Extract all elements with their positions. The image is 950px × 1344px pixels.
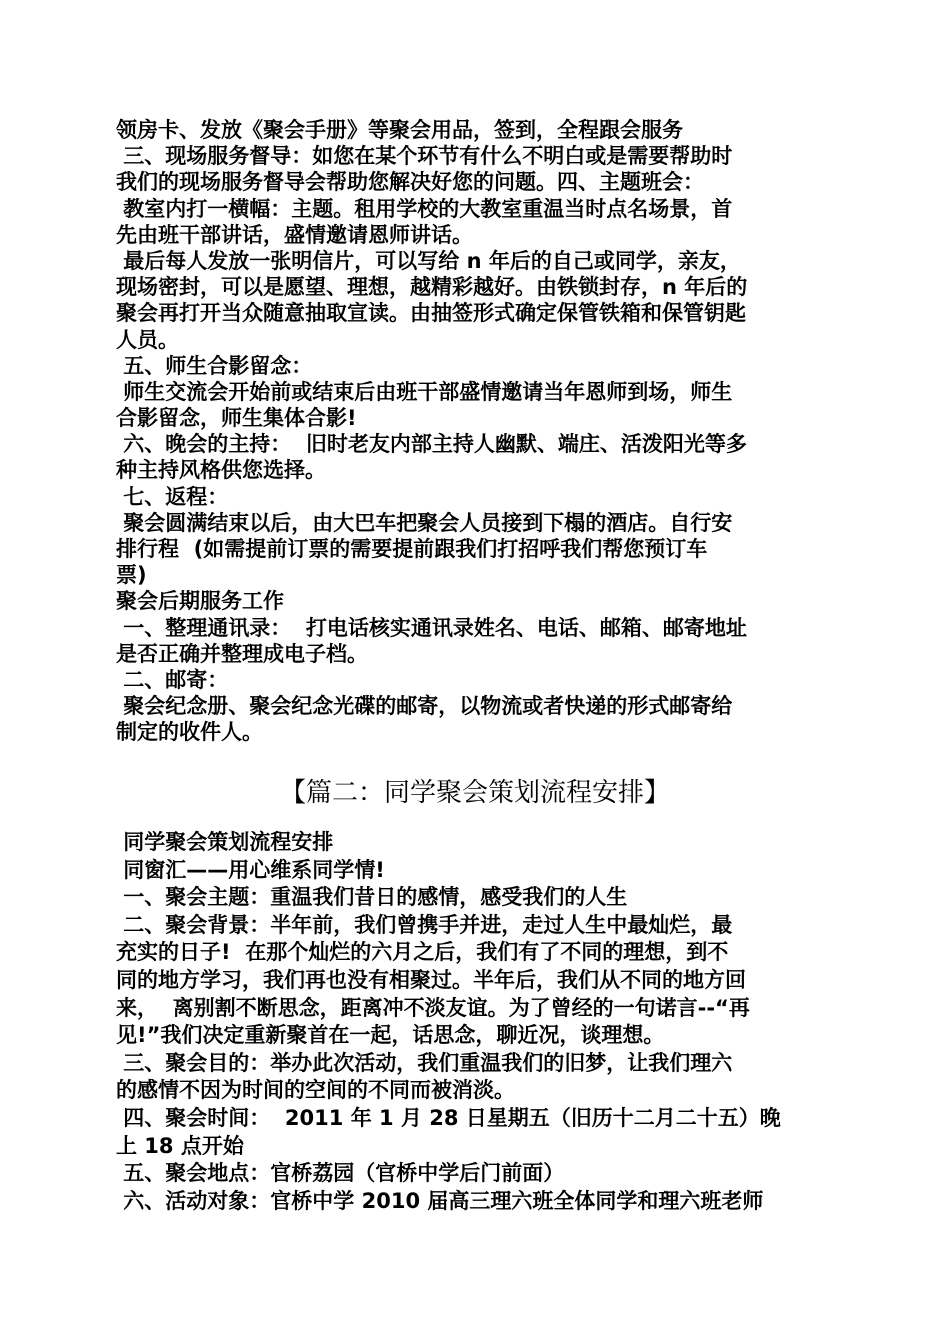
text-line: 是否正确并整理成电子档。	[116, 641, 368, 666]
text-line: 二、聚会背景：半年前，我们曾携手并进，走过人生中最灿烂，最	[116, 912, 733, 937]
text-line: 同学聚会策划流程安排	[116, 830, 334, 854]
text-line: 种主持风格供您选择。	[116, 458, 326, 483]
text-line: 教室内打一横幅：主题。租用学校的大教室重温当时点名场景，首	[116, 196, 733, 221]
text-line: 师生交流会开始前或结束后由班干部盛情邀请当年恩师到场，师生	[116, 379, 733, 404]
text-line: 排行程 (如需提前订票的需要提前跟我们打招呼我们帮您预订车	[116, 537, 708, 561]
text-line: 聚会纪念册、聚会纪念光碟的邮寄，以物流或者快递的形式邮寄给	[116, 694, 733, 719]
text-line: 聚会圆满结束以后，由大巴车把聚会人员接到下榻的酒店。自行安	[116, 510, 733, 535]
text-line: 见!”我们决定重新聚首在一起，话思念，聊近况，谈理想。	[116, 1023, 665, 1048]
text-line: 来， 离别割不断思念，距离冲不淡友谊。为了曾经的一句诺言--“再	[116, 995, 750, 1020]
text-line: 聚会再打开当众随意抽取宣读。由抽签形式确定保管铁箱和保管钥匙	[116, 301, 746, 326]
text-line: 六、晚会的主持： 旧时老友内部主持人幽默、端庄、活泼阳光等多	[116, 432, 747, 457]
text-line: 五、聚会地点：官桥荔园（官桥中学后门前面）	[116, 1161, 565, 1186]
text-line: 合影留念，师生集体合影!	[116, 406, 357, 431]
text-line: 最后每人发放一张明信片，可以写给 n 年后的自己或同学，亲友，	[116, 248, 741, 273]
text-line: 现场密封，可以是愿望、理想，越精彩越好。由铁锁封存，n 年后的	[116, 275, 748, 300]
text-line: 票)	[116, 563, 147, 588]
text-line: 先由班干部讲话，盛情邀请恩师讲话。	[116, 222, 473, 247]
text-line: 一、聚会主题：重温我们昔日的感情，感受我们的人生	[116, 885, 628, 910]
text-line: 的感情不因为时间的空间的不同而被消淡。	[116, 1078, 515, 1103]
text-line: 领房卡、发放《聚会手册》等聚会用品，签到，全程跟会服务	[116, 118, 683, 142]
text-line: 七、返程：	[116, 484, 229, 509]
text-line: 五、师生合影留念：	[116, 353, 313, 378]
text-line: 上 18 点开始	[116, 1133, 244, 1158]
text-line: 六、活动对象：官桥中学 2010 届高三理六班全体同学和理六班老师	[116, 1188, 764, 1213]
document-body-part-1	[116, 117, 836, 746]
text-line: 人员。	[116, 327, 179, 352]
text-line: 同的地方学习，我们再也没有相聚过。半年后，我们从不同的地方回	[116, 967, 746, 992]
text-line: 我们的现场服务督导会帮助您解决好您的问题。四、主题班会：	[116, 170, 704, 195]
text-line: 同窗汇——用心维系同学情!	[116, 857, 385, 882]
text-line: 四、聚会时间： 2011 年 1 月 28 日星期五（旧历十二月二十五）晚	[116, 1105, 781, 1130]
text-line: 三、聚会目的：举办此次活动，我们重温我们的旧梦，让我们理六	[116, 1050, 733, 1075]
text-line: 制定的收件人。	[116, 720, 263, 745]
text-line: 三、现场服务督导：如您在某个环节有什么不明白或是需要帮助时	[116, 144, 733, 169]
document-body-part-2	[116, 829, 836, 1215]
text-line: 充实的日子! 在那个灿烂的六月之后，我们有了不同的理想，到不	[116, 940, 729, 965]
text-line: 二、邮寄：	[116, 667, 229, 692]
section-title: 【篇二：同学聚会策划流程安排】	[279, 778, 670, 808]
text-line: 一、整理通讯录： 打电话核实通讯录姓名、电话、邮箱、邮寄地址	[116, 615, 747, 640]
text-line: 聚会后期服务工作	[116, 589, 284, 614]
